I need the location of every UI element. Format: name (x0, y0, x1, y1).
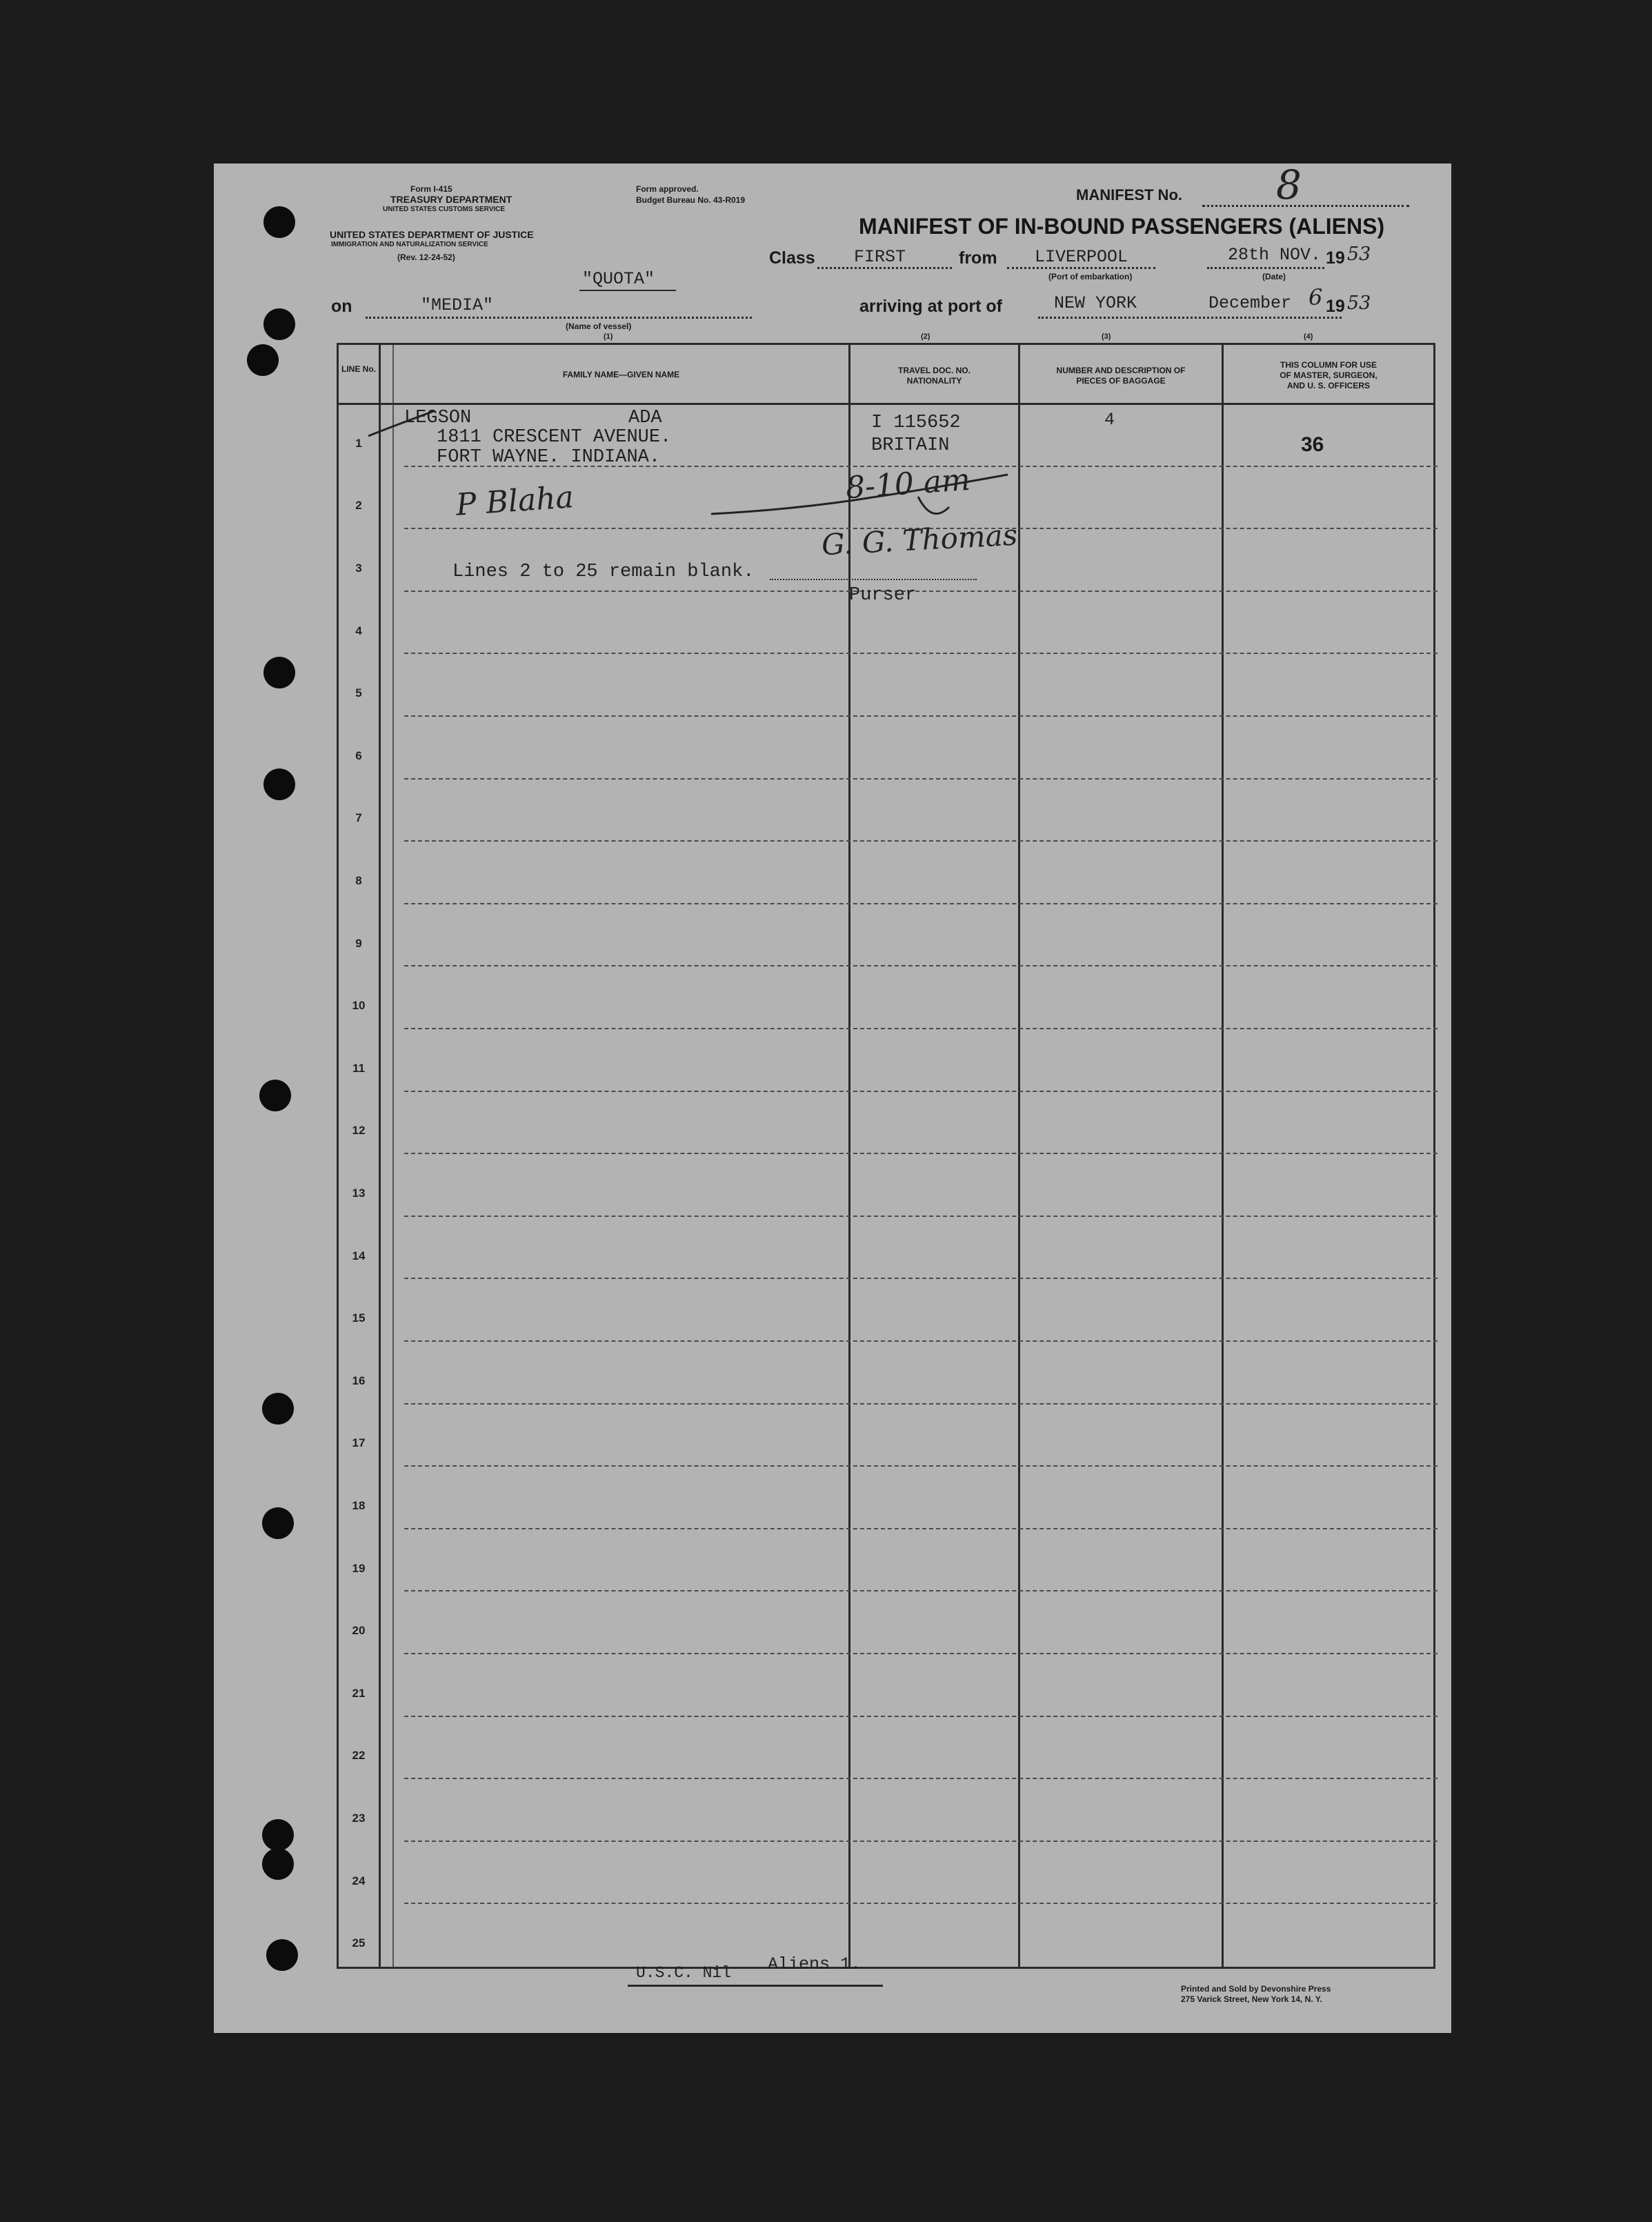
passenger-given-name: ADA (628, 408, 662, 428)
arrival-day: 6 (1308, 284, 1323, 310)
line-number: 4 (355, 624, 362, 637)
name-column-header: FAMILY NAME—GIVEN NAME (562, 370, 680, 379)
officer-number: 36 (1301, 433, 1324, 456)
purser-label: Purser (849, 585, 917, 606)
baggage-count: 4 (1104, 410, 1115, 430)
row-divider (404, 778, 1437, 780)
line-number: 22 (352, 1749, 366, 1763)
officers-header: THIS COLUMN FOR USE OF MASTER, SURGEON, AND U. S. OFFICERS (1280, 360, 1377, 390)
line-number: 16 (352, 1373, 366, 1387)
from-label: from (959, 248, 997, 268)
line-number: 24 (352, 1874, 366, 1887)
inspection-time: 8-10 am (844, 462, 972, 506)
departure-date: 28th NOV. (1228, 245, 1322, 265)
manifest-page (214, 163, 1451, 2033)
vessel-caption: (Name of vessel) (566, 321, 632, 331)
row-divider (404, 1091, 1437, 1092)
inspector-initials: P Blaha (455, 479, 575, 523)
row-divider (404, 1216, 1437, 1217)
binder-hole (247, 344, 279, 376)
row-divider (404, 1903, 1437, 1904)
on-label: on (331, 297, 352, 316)
binder-hole (262, 1393, 294, 1425)
line-number: 20 (352, 1624, 366, 1638)
binder-hole (262, 1507, 294, 1539)
row-divider (404, 1590, 1437, 1591)
row-divider (404, 1778, 1437, 1779)
arrival-month: December (1208, 293, 1292, 313)
binder-hole (263, 308, 295, 340)
line-number: 13 (352, 1187, 366, 1200)
port-of-embarkation: LIVERPOOL (1035, 247, 1128, 267)
form-approved: Form approved. (636, 184, 699, 194)
date-caption: (Date) (1262, 272, 1286, 281)
line-number: 6 (355, 748, 362, 762)
row-divider (404, 1841, 1437, 1842)
row-divider (404, 591, 1437, 592)
port-embarkation-caption: (Port of embarkation) (1048, 272, 1133, 281)
customs-service: UNITED STATES CUSTOMS SERVICE (383, 206, 506, 213)
arriving-label: arriving at port of (859, 297, 1002, 316)
line-number: 10 (352, 999, 366, 1013)
ins-service: IMMIGRATION AND NATURALIZATION SERVICE (331, 241, 488, 248)
footer-aliens: Aliens 1. (768, 1954, 862, 1974)
line-number: 11 (352, 1061, 365, 1075)
handwritten-checkmark (365, 407, 441, 442)
line-number: 23 (352, 1812, 366, 1825)
form-number: Form I-415 (410, 184, 452, 194)
line-number: 5 (355, 686, 362, 700)
line-number: 25 (352, 1936, 366, 1950)
row-divider (404, 965, 1437, 966)
column-number-4: (4) (1304, 333, 1313, 341)
row-divider (404, 1278, 1437, 1279)
arrival-port: NEW YORK (1054, 293, 1137, 313)
line-number: 9 (355, 936, 362, 950)
purser-signature: G. G. Thomas (820, 517, 1019, 562)
binder-hole (263, 206, 295, 238)
line-no-header: LINE No. (341, 364, 376, 374)
line-number: 3 (355, 562, 362, 575)
nationality: BRITAIN (871, 435, 950, 456)
row-divider (404, 1653, 1437, 1654)
row-divider (404, 653, 1437, 654)
row-divider (404, 715, 1437, 717)
manifest-table (337, 343, 1435, 1969)
row-divider (404, 1403, 1437, 1405)
manifest-title: MANIFEST OF IN-BOUND PASSENGERS (ALIENS) (859, 214, 1385, 239)
row-divider (404, 840, 1437, 842)
line-number: 12 (352, 1124, 366, 1138)
passenger-address-2: FORT WAYNE. INDIANA. (437, 447, 661, 468)
line-number: 17 (352, 1436, 366, 1450)
line-number: 14 (352, 1249, 366, 1262)
line-number: 18 (352, 1499, 366, 1513)
budget-bureau: Budget Bureau No. 43-R019 (636, 195, 746, 205)
line-number: 21 (352, 1686, 366, 1700)
row-divider (404, 1465, 1437, 1467)
line-number: 19 (352, 1561, 366, 1575)
column-number-3: (3) (1102, 333, 1111, 341)
row-divider (404, 1716, 1437, 1717)
printer-line-1: Printed and Sold by Devonshire Press (1181, 1984, 1331, 1994)
manifest-number: 8 (1276, 161, 1302, 208)
binder-hole (266, 1939, 298, 1971)
footer-usc: U.S.C. Nil (636, 1964, 732, 1982)
travel-doc-header: TRAVEL DOC. NO. NATIONALITY (898, 366, 971, 386)
binder-hole (263, 768, 295, 800)
blank-lines-note: Lines 2 to 25 remain blank. (452, 562, 755, 582)
row-divider (404, 1528, 1437, 1529)
binder-hole (259, 1080, 291, 1111)
year-prefix: 19 (1326, 248, 1345, 268)
row-divider (404, 1028, 1437, 1029)
form-revision: (Rev. 12-24-52) (397, 252, 455, 262)
arrival-year: 53 (1347, 292, 1371, 314)
line-number: 2 (355, 499, 362, 513)
class-label: Class (769, 248, 815, 268)
line-number: 15 (352, 1311, 366, 1325)
row-divider (404, 1340, 1437, 1342)
department-of-justice: UNITED STATES DEPARTMENT OF JUSTICE (330, 229, 534, 240)
column-number-1: (1) (604, 333, 613, 341)
vessel-name: "MEDIA" (421, 295, 494, 315)
year-value: 53 (1347, 244, 1371, 265)
binder-hole (262, 1848, 294, 1880)
line-number: 8 (355, 874, 362, 888)
baggage-header: NUMBER AND DESCRIPTION OF PIECES OF BAGGAGE (1056, 366, 1186, 386)
printer-line-2: 275 Varick Street, New York 14, N. Y. (1181, 1994, 1322, 2004)
line-number: 7 (355, 811, 362, 825)
manifest-no-label: MANIFEST No. (1076, 186, 1182, 204)
row-divider (404, 903, 1437, 904)
column-number-2: (2) (921, 333, 931, 341)
binder-hole (262, 1819, 294, 1851)
class-value: FIRST (854, 247, 906, 267)
passenger-address-1: 1811 CRESCENT AVENUE. (437, 427, 672, 448)
line-number: 1 (355, 436, 362, 450)
passenger-family-name: LEGSON (404, 408, 472, 428)
travel-doc-number: I 115652 (871, 413, 961, 433)
quota-label: "QUOTA" (582, 269, 655, 289)
binder-hole (263, 657, 295, 688)
row-divider (404, 1153, 1437, 1154)
treasury-department: TREASURY DEPARTMENT (390, 194, 512, 205)
arrival-year-prefix: 19 (1326, 297, 1345, 316)
